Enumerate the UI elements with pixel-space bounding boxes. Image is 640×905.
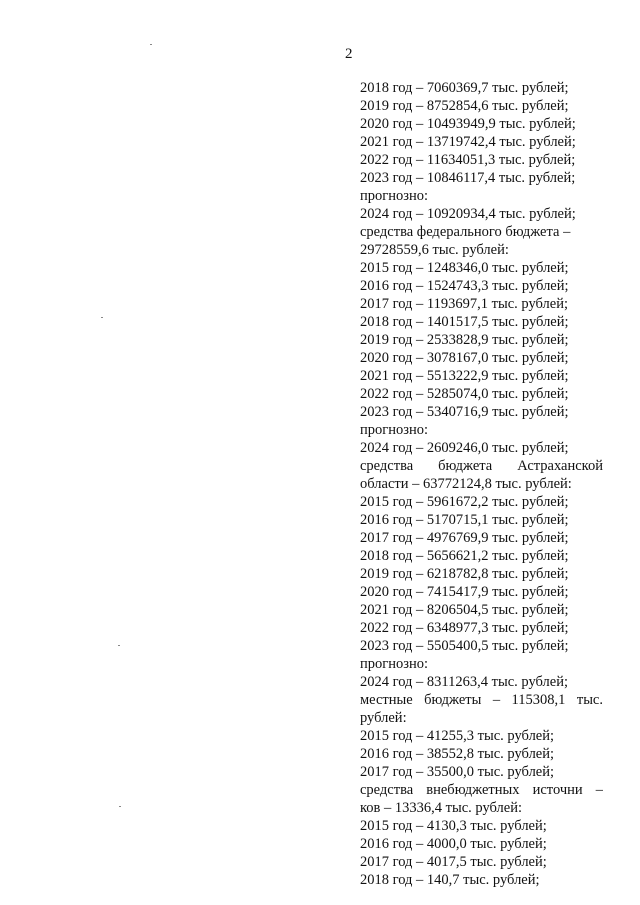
funding-line: 2023 год – 5340716,9 тыс. рублей; xyxy=(360,404,569,420)
funding-line: 2018 год – 7060369,7 тыс. рублей; xyxy=(360,80,569,96)
forecast-label: прогнозно: xyxy=(360,422,428,438)
section-total-regional: области – 63772124,8 тыс. рублей: xyxy=(360,476,572,492)
funding-line: 2020 год – 3078167,0 тыс. рублей; xyxy=(360,350,569,366)
funding-line: 2020 год – 7415417,9 тыс. рублей; xyxy=(360,584,569,600)
funding-list xyxy=(360,79,603,889)
funding-line: 2024 год – 8311263,4 тыс. рублей; xyxy=(360,674,568,690)
funding-line: 2016 год – 38552,8 тыс. рублей; xyxy=(360,746,555,762)
funding-line: 2022 год – 5285074,0 тыс. рублей; xyxy=(360,386,569,402)
funding-line: 2023 год – 5505400,5 тыс. рублей; xyxy=(360,638,569,654)
funding-line: 2024 год – 10920934,4 тыс. рублей; xyxy=(360,206,576,222)
funding-line: 2019 год – 8752854,6 тыс. рублей; xyxy=(360,98,569,114)
funding-line: 2019 год – 6218782,8 тыс. рублей; xyxy=(360,566,569,582)
funding-line: 2016 год – 5170715,1 тыс. рублей; xyxy=(360,512,569,528)
funding-line: 2016 год – 4000,0 тыс. рублей; xyxy=(360,836,547,852)
section-heading-extrabudgetary: средства внебюджетных источни – xyxy=(360,782,603,798)
funding-line: 2021 год – 13719742,4 тыс. рублей; xyxy=(360,134,576,150)
funding-line: 2024 год – 2609246,0 тыс. рублей; xyxy=(360,440,569,456)
scan-speck xyxy=(119,806,121,807)
funding-line: 2017 год – 1193697,1 тыс. рублей; xyxy=(360,296,568,312)
funding-line: 2021 год – 8206504,5 тыс. рублей; xyxy=(360,602,569,618)
section-heading-local: местные бюджеты – 115308,1 тыс. xyxy=(360,692,603,708)
funding-line: 2020 год – 10493949,9 тыс. рублей; xyxy=(360,116,576,132)
funding-line: 2017 год – 4017,5 тыс. рублей; xyxy=(360,854,547,870)
funding-line: 2019 год – 2533828,9 тыс. рублей; xyxy=(360,332,569,348)
funding-line: 2017 год – 35500,0 тыс. рублей; xyxy=(360,764,555,780)
funding-line: 2015 год – 41255,3 тыс. рублей; xyxy=(360,728,555,744)
funding-line: 2018 год – 1401517,5 тыс. рублей; xyxy=(360,314,569,330)
funding-line: 2023 год – 10846117,4 тыс. рублей; xyxy=(360,170,576,186)
section-total-extrabudgetary: ков – 13336,4 тыс. рублей: xyxy=(360,800,523,816)
section-total-federal: 29728559,6 тыс. рублей: xyxy=(360,242,509,258)
section-unit-local: рублей: xyxy=(360,710,407,726)
scan-speck xyxy=(101,317,103,318)
scan-speck xyxy=(150,44,152,45)
funding-line: 2015 год – 1248346,0 тыс. рублей; xyxy=(360,260,569,276)
section-heading-regional: средства бюджета Астраханской xyxy=(360,458,603,474)
funding-line: 2015 год – 5961672,2 тыс. рублей; xyxy=(360,494,569,510)
funding-line: 2016 год – 1524743,3 тыс. рублей; xyxy=(360,278,569,294)
funding-line: 2017 год – 4976769,9 тыс. рублей; xyxy=(360,530,569,546)
funding-line: 2022 год – 11634051,3 тыс. рублей; xyxy=(360,152,576,168)
forecast-label: прогнозно: xyxy=(360,188,428,204)
funding-line: 2022 год – 6348977,3 тыс. рублей; xyxy=(360,620,569,636)
funding-line: 2021 год – 5513222,9 тыс. рублей; xyxy=(360,368,569,384)
forecast-label: прогнозно: xyxy=(360,656,428,672)
section-heading-federal: средства федерального бюджета – xyxy=(360,224,571,240)
funding-line: 2018 год – 5656621,2 тыс. рублей; xyxy=(360,548,569,564)
page-number: 2 xyxy=(345,46,353,62)
funding-line: 2015 год – 4130,3 тыс. рублей; xyxy=(360,818,547,834)
scan-speck xyxy=(118,645,120,646)
funding-line: 2018 год – 140,7 тыс. рублей; xyxy=(360,872,540,888)
